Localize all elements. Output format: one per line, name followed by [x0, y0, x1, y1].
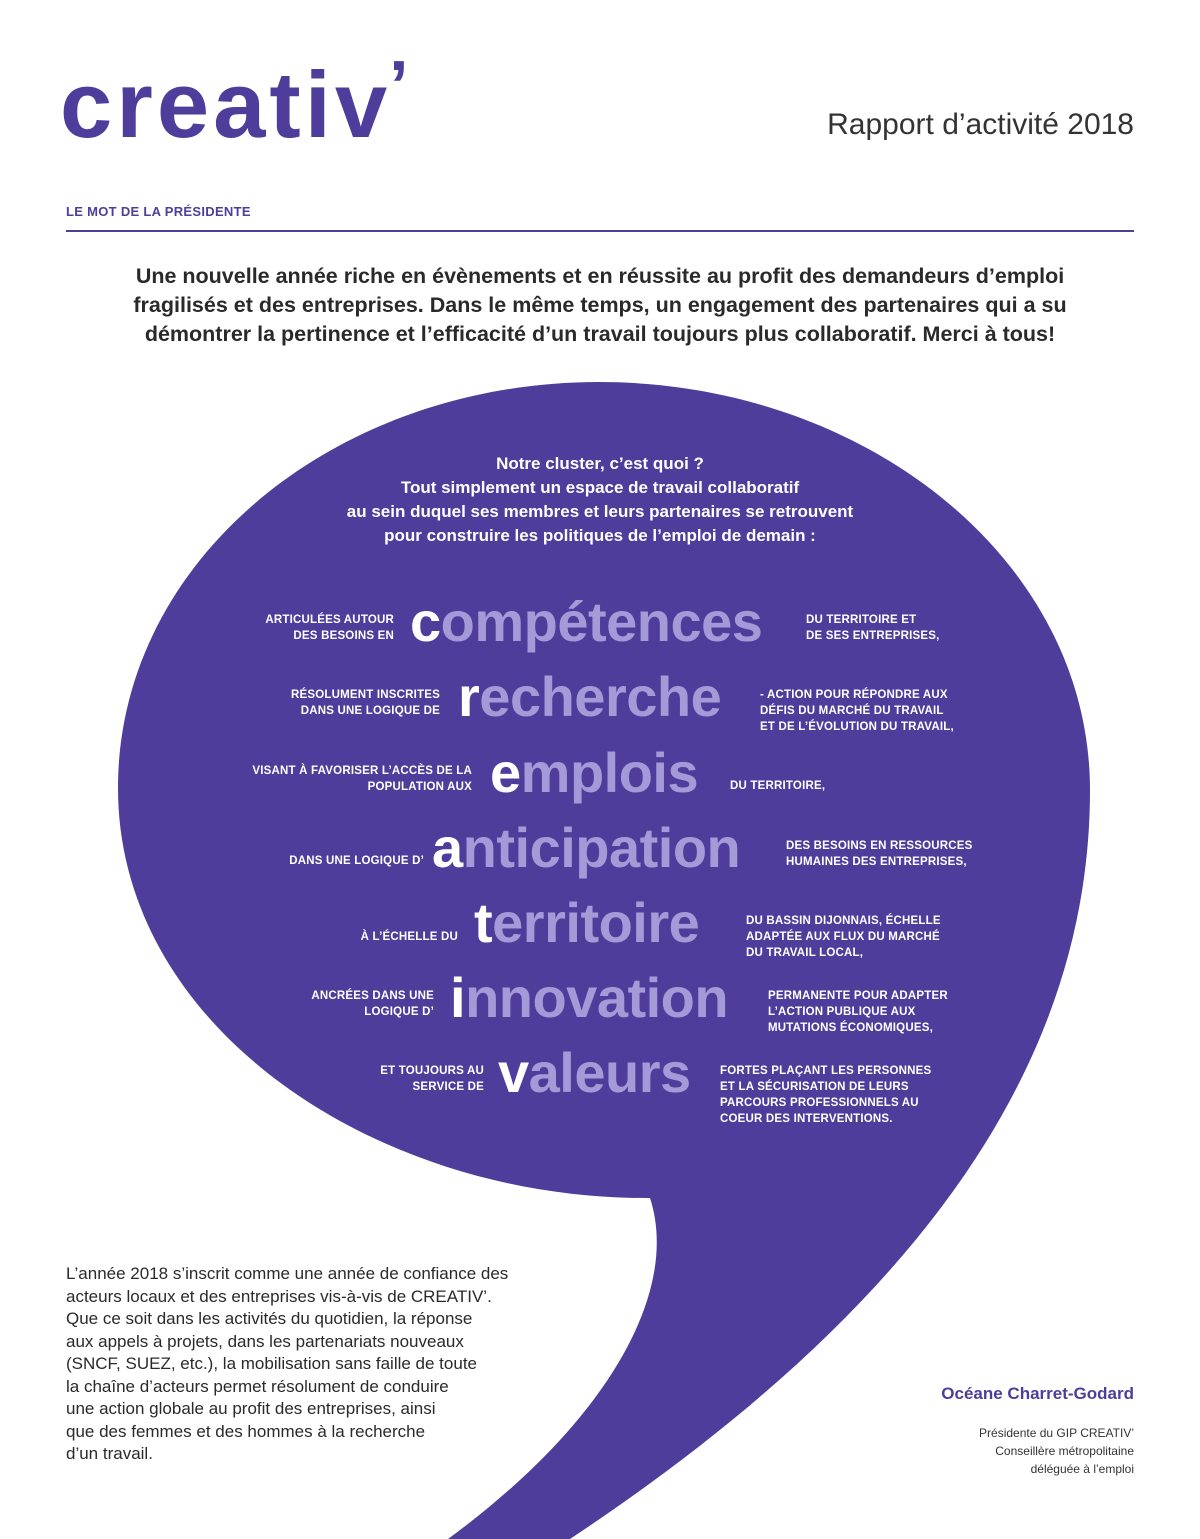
- keyword-row-recherche: [0, 665, 1200, 733]
- keyword-emplois: emplois: [490, 741, 699, 804]
- body-line: Que ce soit dans les activités du quotidien, la réponse: [66, 1309, 473, 1328]
- keyword-left-caption: ET TOUJOURS AU SERVICE DE: [380, 1065, 484, 1093]
- keyword-right-caption: DU TERRITOIRE,: [730, 780, 826, 792]
- keyword-anticipation: anticipation: [432, 816, 741, 879]
- body-line: L’année 2018 s’inscrit comme une année de confiance des: [66, 1264, 509, 1283]
- keyword-left-caption: À L’ÉCHELLE DU: [360, 931, 458, 943]
- cluster-line: Tout simplement un espace de travail collaboratif: [400, 478, 800, 497]
- body-line: d’un travail.: [66, 1444, 153, 1463]
- keyword-right-caption: - ACTION POUR RÉPONDRE AUX DÉFIS DU MARCHÉ DU TRAVAIL ET DE L’ÉVOLUTION DU TRAVAIL,: [760, 689, 954, 733]
- body-line: acteurs locaux et des entreprises vis-à-vis de CREATIV’.: [66, 1286, 492, 1306]
- signatory-role: Conseillère métropolitaine: [995, 1444, 1134, 1458]
- body-line: la chaîne d’acteurs permet résolument de conduire: [66, 1376, 449, 1396]
- signatory-role: déléguée à l’emploi: [1030, 1462, 1134, 1476]
- keyword-row-competences: [0, 592, 1200, 652]
- intro-line: Une nouvelle année riche en évènements et en réussite au profit des demandeurs d’emploi: [135, 264, 1065, 288]
- body-line: aux appels à projets, dans les partenariats nouveaux: [66, 1331, 464, 1351]
- keyword-right-caption: FORTES PLAÇANT LES PERSONNES ET LA SÉCURISATION DE LEURS PARCOURS PROFESSIONNELS AU COEUR DES INTERVENTIONS.: [720, 1065, 932, 1125]
- report-title: Rapport d’activité 2018: [827, 108, 1134, 141]
- keyword-competences: compétences: [410, 590, 763, 653]
- keyword-row-emplois: [0, 743, 1200, 803]
- keyword-left-caption: DANS UNE LOGIQUE D’: [289, 855, 424, 867]
- logo-text: creativ: [60, 52, 392, 157]
- cluster-line: au sein duquel ses membres et leurs partenaires se retrouvent: [346, 502, 854, 521]
- body-line: que des femmes et des hommes à la recherche: [66, 1421, 426, 1441]
- signatory-roles: [979, 1424, 1134, 1478]
- keyword-row-valeurs: [0, 1041, 1200, 1125]
- keyword-row-innovation: [0, 966, 1200, 1034]
- keyword-row-territoire: [0, 891, 1200, 959]
- cluster-description: [290, 452, 910, 548]
- body-line: une action globale au profit des entreprises, ainsi: [66, 1399, 436, 1418]
- keyword-left-caption: ARTICULÉES AUTOUR DES BESOINS EN: [265, 614, 394, 642]
- signatory-name: Océane Charret-Godard: [941, 1384, 1134, 1403]
- section-label: LE MOT DE LA PRÉSIDENTE: [66, 204, 251, 219]
- keyword-left-caption: ANCRÉES DANS UNE LOGIQUE D’: [311, 990, 434, 1018]
- intro-line: fragilisés et des entreprises. Dans le même temps, un engagement des partenaires qui a su: [133, 293, 1067, 317]
- keyword-right-caption: DU BASSIN DIJONNAIS, ÉCHELLE ADAPTÉE AUX FLUX DU MARCHÉ DU TRAVAIL LOCAL,: [746, 915, 941, 959]
- keyword-right-caption: DU TERRITOIRE ET DE SES ENTREPRISES,: [806, 614, 940, 642]
- keyword-right-caption: PERMANENTE POUR ADAPTER L’ACTION PUBLIQUE AUX MUTATIONS ÉCONOMIQUES,: [768, 990, 948, 1034]
- intro-line: démontrer la pertinence et l’efficacité d’un travail toujours plus collaboratif. Merci à tous!: [144, 322, 1056, 346]
- logo-apostrophe: ’: [389, 46, 413, 124]
- keyword-valeurs: valeurs: [498, 1041, 691, 1104]
- cluster-line: pour construire les politiques de l’emploi de demain :: [384, 526, 816, 545]
- body-paragraph: [66, 1263, 586, 1466]
- keyword-left-caption: VISANT À FAVORISER L’ACCÈS DE LA POPULATION AUX: [252, 765, 472, 793]
- signatory-role: Présidente du GIP CREATIV’: [979, 1426, 1134, 1440]
- keyword-recherche: recherche: [458, 665, 722, 728]
- keyword-right-caption: DES BESOINS EN RESSOURCES HUMAINES DES ENTREPRISES,: [786, 840, 973, 868]
- keyword-innovation: innovation: [450, 966, 729, 1029]
- keyword-left-caption: RÉSOLUMENT INSCRITES DANS UNE LOGIQUE DE: [290, 689, 440, 717]
- keyword-territoire: territoire: [474, 891, 700, 954]
- body-line: (SNCF, SUEZ, etc.), la mobilisation sans faille de toute: [66, 1354, 477, 1373]
- cluster-line: Notre cluster, c’est quoi ?: [496, 454, 704, 473]
- keyword-row-anticipation: [0, 818, 1200, 878]
